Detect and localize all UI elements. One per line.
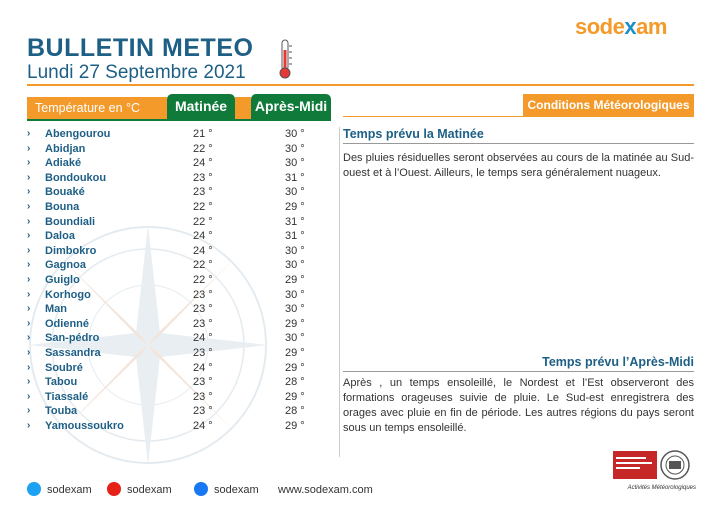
city-name: Man (45, 303, 67, 316)
certification-caption: Activités Météorologiques (627, 485, 696, 491)
afternoon-temperature: 30 ° (285, 244, 305, 257)
column-header-afternoon: Après-Midi (251, 94, 331, 119)
city-name: Guiglo (45, 273, 80, 286)
morning-temperature: 23 ° (193, 186, 213, 199)
chevron-right-icon: › (27, 303, 31, 315)
city-name: Abidjan (45, 142, 86, 155)
twitter-icon (27, 482, 41, 496)
afternoon-temperature: 29 ° (285, 273, 305, 286)
morning-temperature: 23 ° (193, 303, 213, 316)
youtube-icon (107, 482, 121, 496)
table-row (27, 127, 337, 142)
morning-temperature: 23 ° (193, 171, 213, 184)
table-row (27, 331, 337, 346)
bulletin-date: Lundi 27 Septembre 2021 (27, 62, 246, 83)
chevron-right-icon: › (27, 288, 31, 300)
chevron-right-icon: › (27, 390, 31, 402)
afternoon-temperature: 28 ° (285, 376, 305, 389)
city-name: San-pédro (45, 332, 100, 345)
city-name: Abengourou (45, 128, 111, 140)
afternoon-temperature: 29 ° (285, 361, 305, 374)
morning-forecast-text: Des pluies résiduelles seront observées au cours de la matinée au Sud-ouest et à l’Ouest. Ailleurs, le temps sera généralement nuageux. (343, 152, 694, 179)
chevron-right-icon: › (27, 376, 31, 388)
conditions-header: Conditions Météorologiques (523, 94, 694, 116)
chevron-right-icon: › (27, 405, 31, 417)
table-row (27, 273, 337, 288)
city-name: Sassandra (45, 346, 101, 359)
thermometer-icon (276, 38, 294, 80)
chevron-right-icon: › (27, 200, 31, 212)
afternoon-temperature: 30 ° (285, 259, 305, 272)
table-header-underline (27, 119, 331, 121)
table-row (27, 229, 337, 244)
chevron-right-icon: › (27, 142, 31, 154)
chevron-right-icon: › (27, 215, 31, 227)
afternoon-temperature: 30 ° (285, 288, 305, 301)
city-name: Tiassalé (45, 390, 89, 403)
afternoon-temperature: 29 ° (285, 200, 305, 213)
afternoon-temperature: 29 ° (285, 419, 305, 432)
table-row (27, 171, 337, 186)
chevron-right-icon: › (27, 186, 31, 198)
header-spacer (235, 97, 251, 119)
youtube-handle: sodexam (127, 484, 172, 496)
morning-temperature: 23 ° (193, 390, 213, 403)
chevron-right-icon: › (27, 230, 31, 242)
city-name: Yamoussoukro (45, 419, 124, 432)
table-row (27, 346, 337, 361)
city-name: Odienné (45, 317, 90, 330)
city-name: Daloa (45, 230, 75, 243)
city-temperature-table (27, 127, 337, 433)
facebook-icon (194, 482, 208, 496)
morning-forecast-title: Temps prévu la Matinée (343, 127, 484, 141)
morning-forecast-divider (343, 143, 694, 144)
column-header-morning: Matinée (167, 94, 235, 119)
table-row (27, 142, 337, 157)
page-title: BULLETIN METEO (27, 34, 254, 62)
afternoon-temperature: 30 ° (285, 142, 305, 155)
conditions-divider (343, 116, 694, 117)
table-row (27, 302, 337, 317)
morning-temperature: 22 ° (193, 259, 213, 272)
afternoon-temperature: 29 ° (285, 390, 305, 403)
city-name: Adiaké (45, 157, 82, 170)
city-name: Bouaké (45, 186, 85, 199)
table-row (27, 258, 337, 273)
table-row (27, 361, 337, 376)
city-name: Bouna (45, 200, 80, 213)
city-name: Tabou (45, 376, 78, 389)
city-name: Dimbokro (45, 244, 97, 257)
morning-temperature: 24 ° (193, 361, 213, 374)
afternoon-forecast-text: Après , un temps ensoleillé, le Nordest et l’Est observeront des formations orageuses suivie de pluie. Le Sud-est enregistrera des orages avec pluie en fin de période. Les autres régions du pays seront sous un temps ensoleillé. (343, 377, 694, 434)
table-row (27, 419, 337, 434)
afternoon-temperature: 30 ° (285, 332, 305, 345)
morning-temperature: 24 ° (193, 332, 213, 345)
afternoon-temperature: 29 ° (285, 317, 305, 330)
chevron-right-icon: › (27, 171, 31, 183)
youtube-link[interactable] (107, 481, 172, 499)
chevron-right-icon: › (27, 157, 31, 169)
afternoon-temperature: 31 ° (285, 215, 305, 228)
twitter-handle: sodexam (47, 484, 92, 496)
morning-temperature: 22 ° (193, 200, 213, 213)
sodexam-logo: sodexam (575, 14, 667, 39)
morning-temperature: 22 ° (193, 273, 213, 286)
table-row (27, 317, 337, 332)
table-row (27, 185, 337, 200)
morning-temperature: 24 ° (193, 244, 213, 257)
morning-temperature: 24 ° (193, 230, 213, 243)
chevron-right-icon: › (27, 419, 31, 431)
table-row (27, 404, 337, 419)
afternoon-temperature: 31 ° (285, 171, 305, 184)
title-divider (27, 84, 694, 86)
chevron-right-icon: › (27, 244, 31, 256)
afternoon-forecast-title: Temps prévu l’Après-Midi (542, 355, 694, 369)
afternoon-temperature: 29 ° (285, 346, 305, 359)
morning-temperature: 21 ° (193, 128, 213, 140)
table-row (27, 390, 337, 405)
facebook-handle: sodexam (214, 484, 259, 496)
chevron-right-icon: › (27, 273, 31, 285)
morning-temperature: 22 ° (193, 142, 213, 155)
city-name: Gagnoa (45, 259, 86, 272)
chevron-right-icon: › (27, 346, 31, 358)
afternoon-temperature: 31 ° (285, 230, 305, 243)
temperature-label: Température en °C (27, 97, 167, 119)
chevron-right-icon: › (27, 317, 31, 329)
afternoon-forecast-divider (343, 371, 694, 372)
morning-temperature: 23 ° (193, 317, 213, 330)
city-name: Soubré (45, 361, 83, 374)
table-row (27, 215, 337, 230)
afternoon-temperature: 30 ° (285, 186, 305, 199)
city-name: Touba (45, 405, 78, 418)
afternoon-temperature: 30 ° (285, 128, 305, 140)
afternoon-temperature: 28 ° (285, 405, 305, 418)
city-name: Bondoukou (45, 171, 107, 184)
table-row (27, 244, 337, 259)
table-row (27, 375, 337, 390)
column-divider (339, 127, 340, 457)
certification-badge-icon (613, 449, 693, 481)
morning-temperature: 24 ° (193, 157, 213, 170)
chevron-right-icon: › (27, 332, 31, 344)
chevron-right-icon: › (27, 361, 31, 373)
morning-temperature: 24 ° (193, 419, 213, 432)
city-name: Boundiali (45, 215, 96, 228)
website-link[interactable]: www.sodexam.com (278, 484, 373, 496)
morning-temperature: 23 ° (193, 376, 213, 389)
facebook-link[interactable] (194, 481, 259, 499)
twitter-link[interactable] (27, 481, 92, 499)
morning-temperature: 22 ° (193, 215, 213, 228)
chevron-right-icon: › (27, 128, 31, 139)
city-name: Korhogo (45, 288, 91, 301)
chevron-right-icon: › (27, 259, 31, 271)
afternoon-temperature: 30 ° (285, 303, 305, 316)
morning-temperature: 23 ° (193, 288, 213, 301)
table-row (27, 288, 337, 303)
morning-temperature: 23 ° (193, 405, 213, 418)
morning-temperature: 23 ° (193, 346, 213, 359)
table-row (27, 200, 337, 215)
afternoon-temperature: 30 ° (285, 157, 305, 170)
table-row (27, 156, 337, 171)
